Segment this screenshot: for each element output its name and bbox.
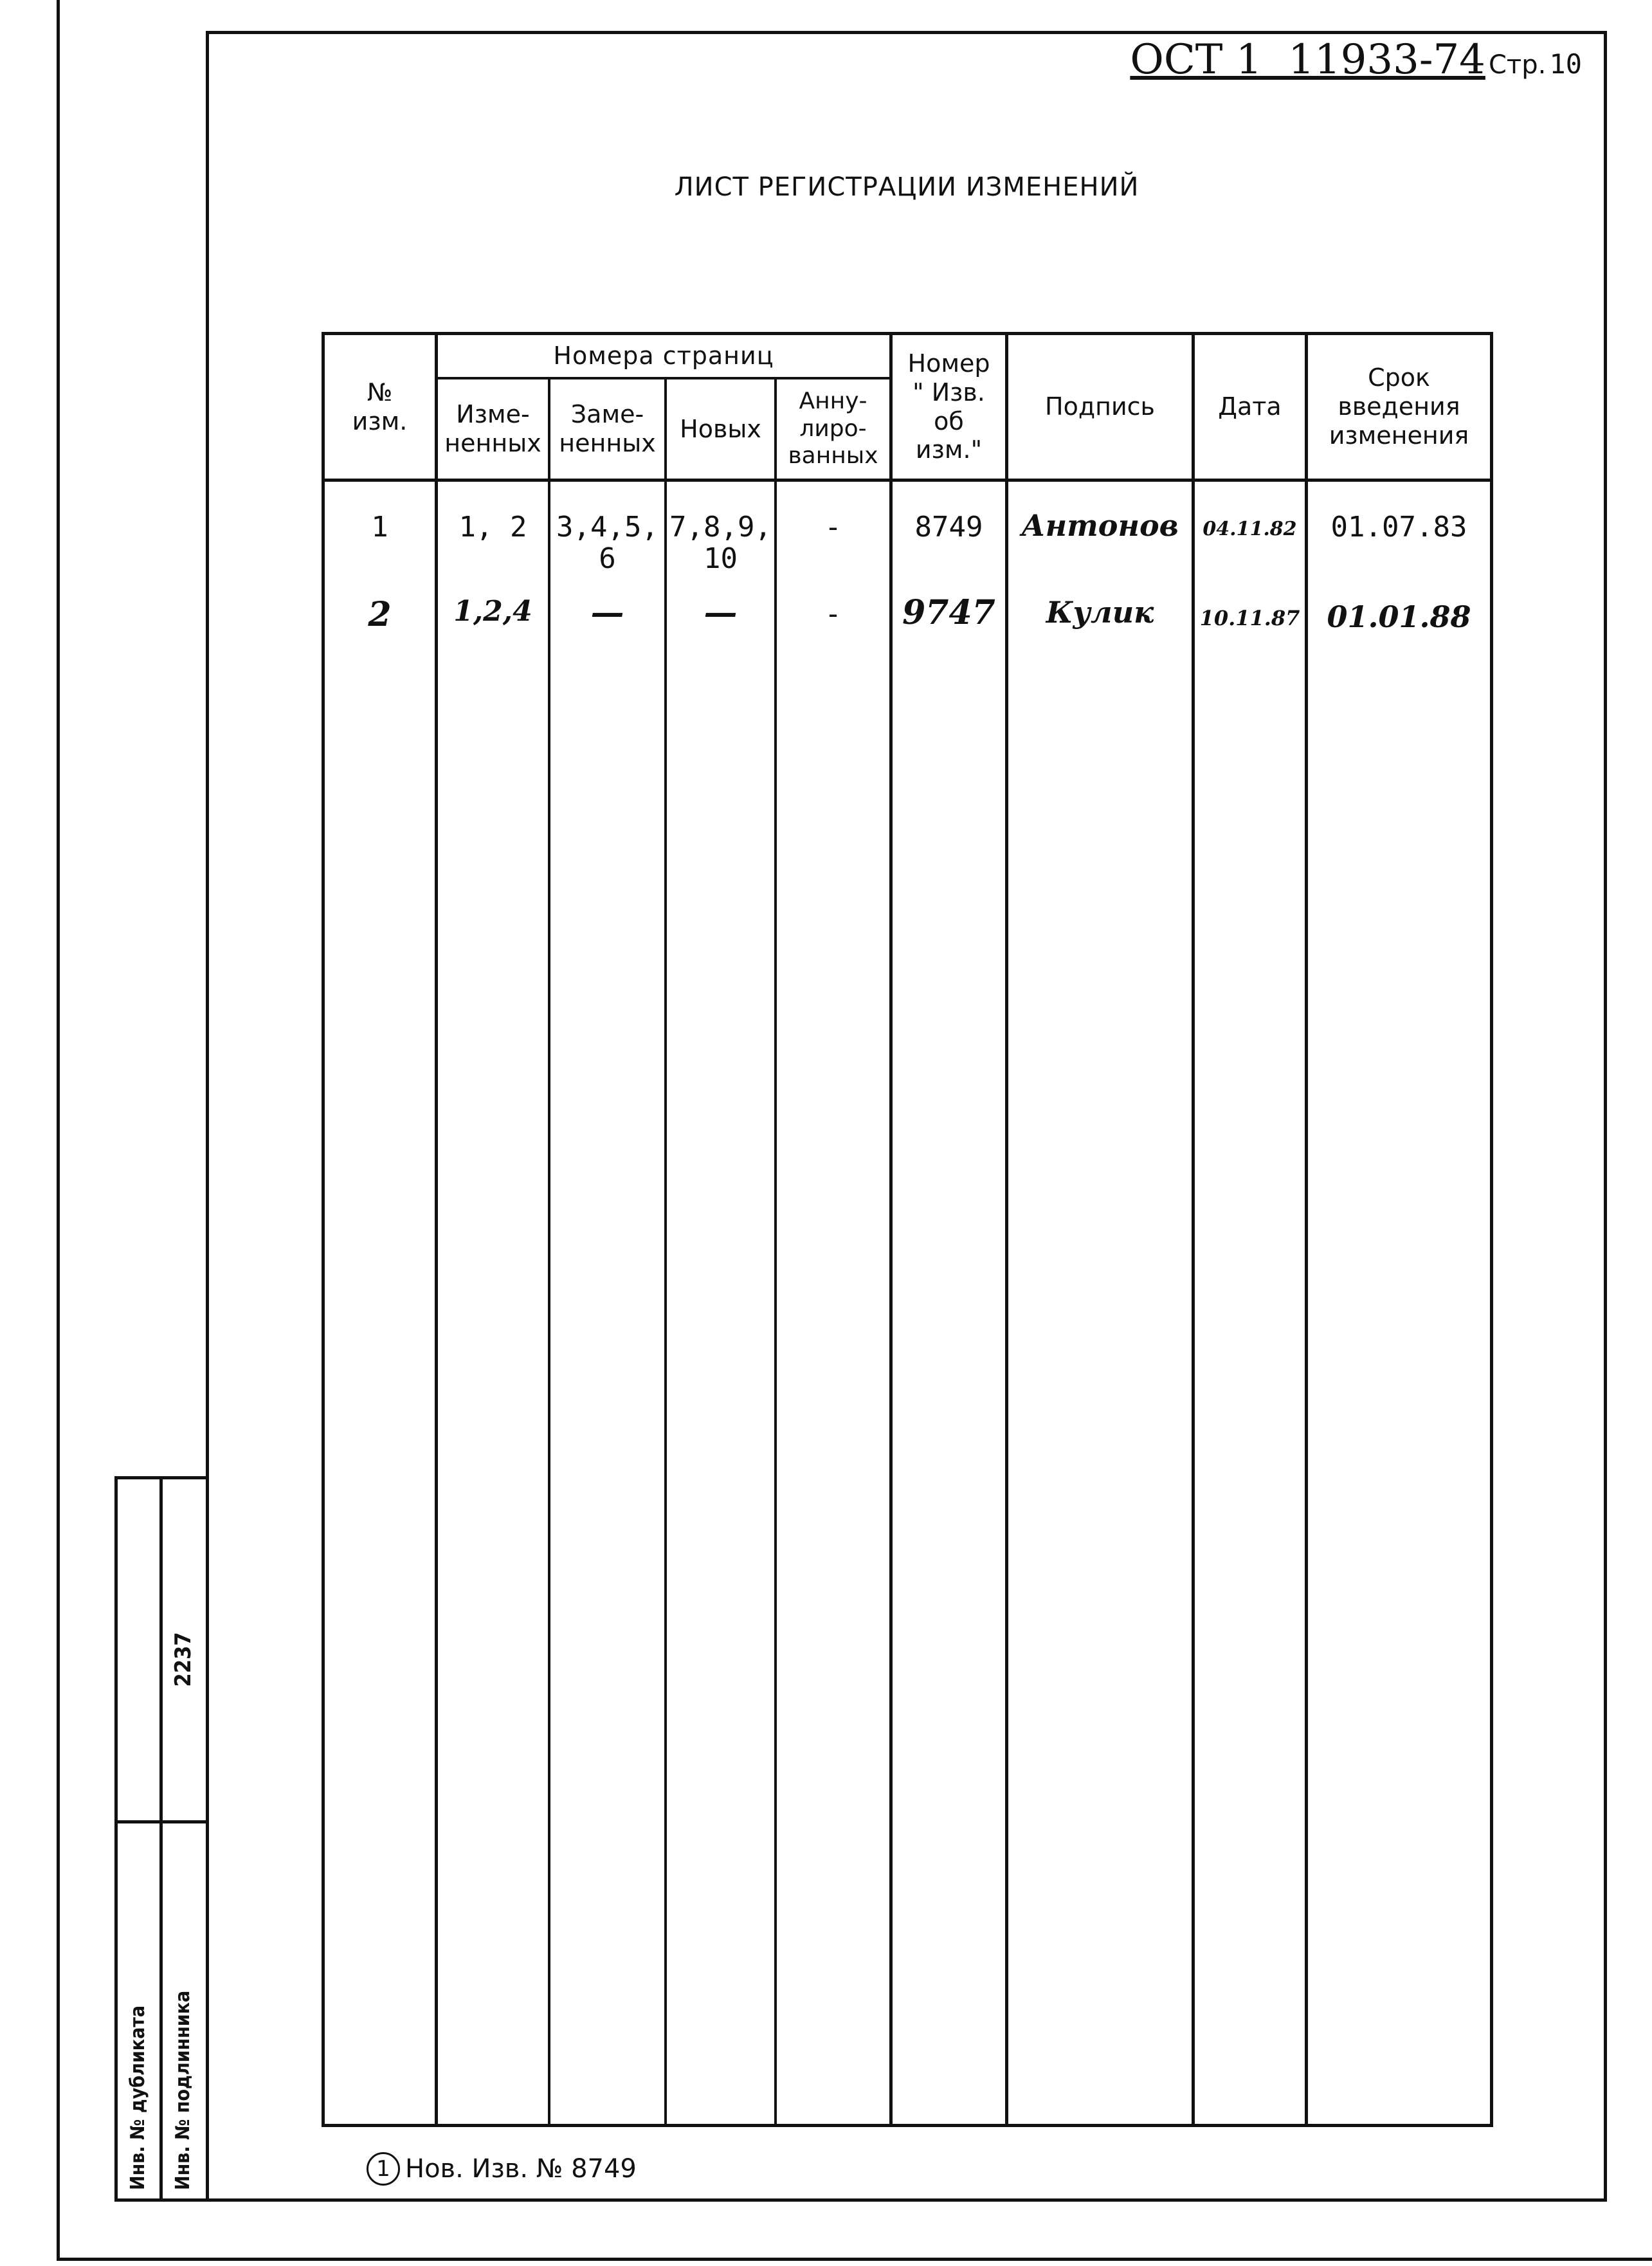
header-effective: Срок введения изменения	[1329, 363, 1469, 450]
page-number: 10	[1549, 48, 1582, 80]
stamp-left	[114, 1476, 118, 2202]
cell-annulled: -	[824, 598, 842, 630]
frame-top	[206, 31, 1607, 34]
duplicate-label: Инв. № дубликата	[127, 2005, 149, 2190]
cell-changed: 1,2,4	[453, 595, 532, 628]
left-margin-line	[57, 0, 60, 2261]
cell-change-no: 1	[371, 511, 388, 544]
stamp-divider	[114, 1820, 209, 1823]
cell-new: —	[703, 593, 738, 632]
cell-replaced: —	[590, 593, 624, 632]
footer-note	[367, 2150, 637, 2188]
stamp-middle	[159, 1476, 163, 2202]
original-label: Инв. № подлинника	[172, 1990, 194, 2190]
header-changed: Изме- ненных	[444, 400, 541, 457]
cell-changed: 1, 2	[458, 511, 527, 544]
cell-notice-no: 8749	[914, 511, 983, 544]
cell-change-no: 2	[368, 595, 392, 634]
cell-replaced: 3,4,5, 6	[556, 511, 658, 576]
header-page-numbers: Номера страниц	[553, 342, 774, 370]
col-divider-7	[1192, 332, 1195, 2127]
cell-effective: 01.01.88	[1327, 599, 1471, 634]
col-divider-4	[774, 378, 777, 2127]
page-label: Стр.	[1488, 50, 1547, 80]
header-replaced: Заме- ненных	[559, 400, 656, 457]
cell-signature: Кулик	[1046, 595, 1154, 630]
cell-date: 10.11.87	[1199, 606, 1300, 630]
col-divider-2	[548, 378, 550, 2127]
header-annulled: Анну- лиро- ванных	[788, 388, 878, 470]
header-notice-no: Номер " Изв. об изм."	[907, 349, 990, 464]
frame-right	[1604, 31, 1607, 2202]
cell-effective: 01.07.83	[1330, 511, 1467, 544]
header-bottom-line	[322, 479, 1493, 482]
cell-notice-no: 9747	[902, 593, 995, 632]
cell-signature: Антонов	[1021, 508, 1179, 543]
original-value: 2237	[170, 1632, 196, 1687]
header-new: Новых	[680, 414, 761, 443]
table-bottom-border	[322, 2124, 1493, 2127]
document-header	[1029, 36, 1582, 94]
page-title: ЛИСТ РЕГИСТРАЦИИ ИЗМЕНЕНИЙ	[674, 172, 1139, 202]
cell-new: 7,8,9, 10	[669, 511, 772, 576]
table-right-border	[1490, 332, 1493, 2127]
header-date: Дата	[1218, 392, 1282, 421]
bottom-margin-line	[57, 2258, 1652, 2261]
frame-left	[206, 31, 209, 2202]
standard-number: ОСТ 1 11933-74	[1130, 36, 1485, 84]
header-signature: Подпись	[1045, 392, 1155, 421]
circled-number: 1	[367, 2152, 400, 2186]
col-divider-3	[664, 378, 667, 2127]
cell-date: 04.11.82	[1203, 518, 1297, 540]
footer-note-text: Нов. Изв. № 8749	[405, 2154, 637, 2184]
cell-annulled: -	[824, 511, 842, 544]
header-change-no: № изм.	[352, 378, 408, 435]
frame-bottom	[206, 2198, 1607, 2202]
